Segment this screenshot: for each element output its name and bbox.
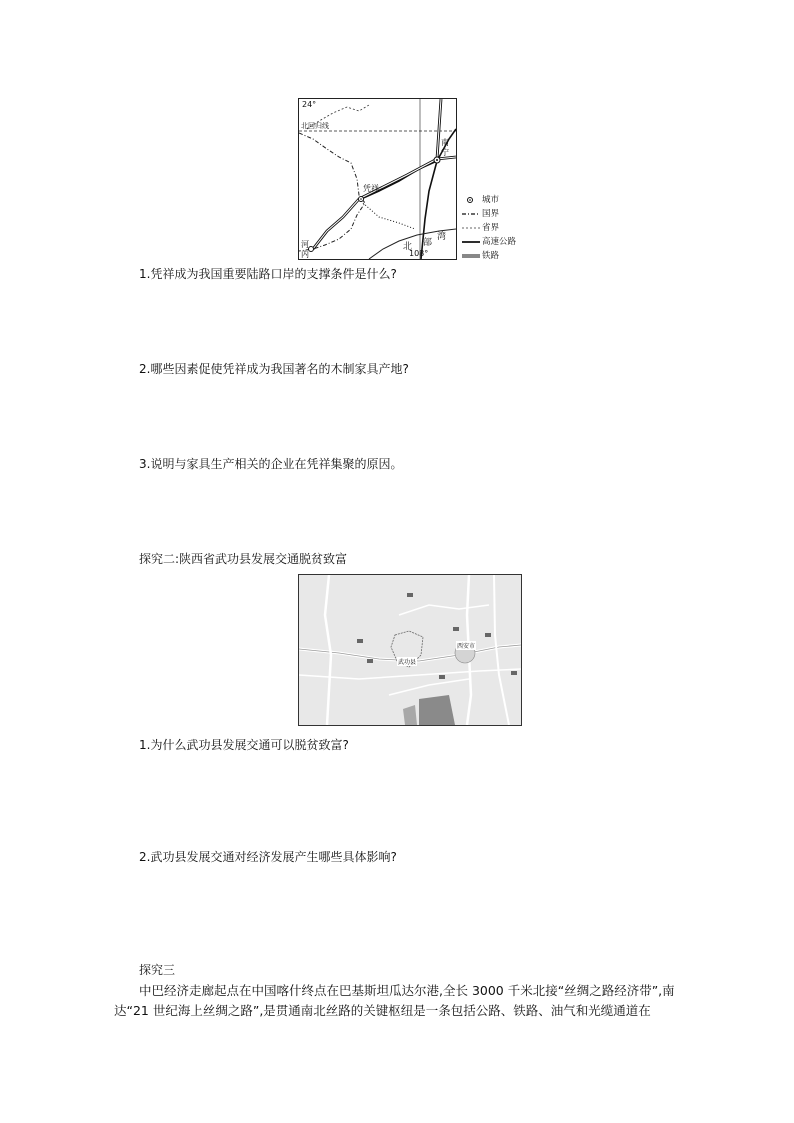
provincial-border-icon <box>462 221 482 235</box>
wugong-label: 武功县 <box>398 659 417 666</box>
xian-label: 西安市 <box>457 643 476 650</box>
national-border-icon <box>462 207 482 221</box>
section-3-title: 探究三 <box>139 963 176 977</box>
legend-item-provincial-border: 省界 <box>462 221 516 235</box>
latitude-label: 24° <box>302 100 317 109</box>
tropic-label: 北回归线 <box>301 122 329 130</box>
wugong-map-drawing <box>299 575 521 725</box>
city-dot-icon <box>462 193 482 207</box>
question-2-1: 1.为什么武功县发展交通可以脱贫致富? <box>139 738 349 752</box>
legend-item-highway: 高速公路 <box>462 235 516 249</box>
hanoi-city-dot <box>309 247 314 252</box>
pingxiang-label: 凭祥 <box>363 184 379 193</box>
gulf-label-1: 北 <box>403 242 413 252</box>
section-3-paragraph: 中巴经济走廊起点在中国喀什终点在巴基斯坦瓜达尔港,全长 3000 千米北接“丝绸之路经济带”,南达“21 世纪海上丝绸之路”,是贯通南北丝路的关键枢纽是一条包括公路、铁路、油气和光缆通道在 <box>114 983 675 1018</box>
nanning-label-1: 南 <box>441 138 449 147</box>
legend-item-railway: 铁路 <box>462 249 516 263</box>
railway-icon <box>462 249 482 263</box>
highway-icon <box>462 235 482 249</box>
question-1-2: 2.哪些因素促使凭祥成为我国著名的木制家具产地? <box>139 362 409 376</box>
section-2-title: 探究二:陕西省武功县发展交通脱贫致富 <box>139 552 348 566</box>
question-2-2: 2.武功县发展交通对经济发展产生哪些具体影响? <box>139 850 397 864</box>
question-1-3: 3.说明与家具生产相关的企业在凭祥集聚的原因。 <box>139 457 403 471</box>
nanning-label-2: 宁 <box>441 148 449 157</box>
national-border <box>299 133 365 251</box>
pingxiang-map <box>298 98 457 260</box>
wugong-map <box>298 574 522 726</box>
map-legend <box>462 193 516 263</box>
gulf-label-3: 湾 <box>437 232 447 242</box>
gulf-label-2: 部 <box>423 238 433 248</box>
minor-road <box>363 203 415 229</box>
legend-item-national-border: 国界 <box>462 207 516 221</box>
hanoi-label-2: 内 <box>301 250 309 259</box>
longitude-label: 108° <box>409 249 429 258</box>
question-1-1: 1.凭祥成为我国重要陆路口岸的支撑条件是什么? <box>139 267 397 281</box>
hanoi-label-1: 河 <box>301 240 309 249</box>
legend-item-city: 城市 <box>462 193 516 207</box>
